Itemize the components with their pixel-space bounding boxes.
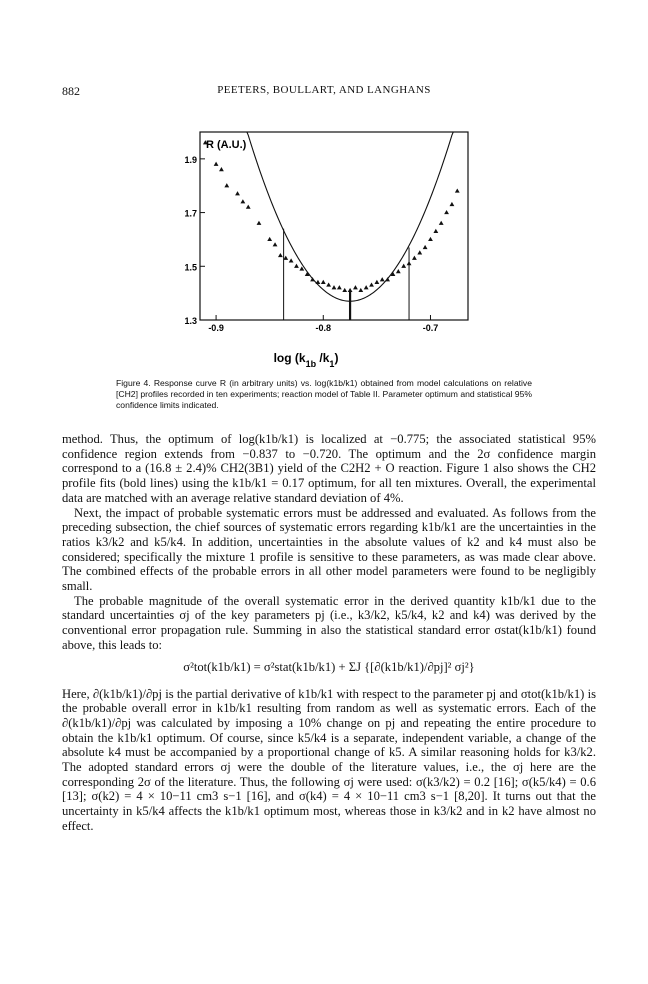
paragraph-3: The probable magnitude of the overall systematic error in the derived quantity k1b/k1 due to the standard uncertainties σj of the key parameters pj (i.e., k3/k2, k5/k4, k2 and k4) was derived by the conventional error propagation rule. Summing in also the statistical standard error σstat(k1b/k1) found above, this leads to: <box>62 593 596 652</box>
data-point <box>439 221 444 225</box>
page-header <box>0 84 648 100</box>
body-text <box>62 432 596 834</box>
data-point <box>433 229 438 233</box>
plot-frame <box>200 132 468 320</box>
y-tick-label: 1.9 <box>184 154 197 165</box>
x-axis-label-main: log (k <box>273 351 306 365</box>
y-tick-label: 1.7 <box>184 208 197 219</box>
data-point <box>267 237 272 241</box>
data-point <box>364 285 369 289</box>
data-point <box>214 162 219 166</box>
data-point <box>332 285 337 289</box>
data-point <box>407 261 412 265</box>
paragraph-4: Here, ∂(k1b/k1)/∂pj is the partial derivative of k1b/k1 with respect to the parameter pj and σtot(k1b/k1) is the probable overall error in k1b/k1 resulting from random as well as systematic errors. Each of the ∂(k1b/k1)/∂pj was calculated by imposing a 10% change on pj and repeating the entire procedure to obtain the k1b/k1 optimum. Of course, since k5/k4 is a separate, independent variable, a change of the absolute k4 must be accompanied by a proportional change of k5. A similar reasoning holds for k3/k2. The adopted standard errors σj were the double of the literature values, i.e., the σj here are the corresponding 2σ of the literature. Thus, the following σj were used: σ(k3/k2) = 0.2 [16]; σ(k5/k4) = 0.6 [13]; σ(k2) = 4 × 10−11 cm3 s−1 [16], and σ(k4) = 4 × 10−11 cm3 s−1 [8,20]. It turns out that the uncertainty in k5/k4 affects the k1b/k1 optimum most, whereas those in k3/k2 and in k2 have almost no effect. <box>62 686 596 833</box>
data-point <box>423 245 428 249</box>
data-point <box>273 242 278 246</box>
data-point <box>428 237 433 241</box>
confidence-lines <box>284 229 409 320</box>
y-axis-label: R (A.U.) <box>206 139 247 151</box>
data-point <box>450 202 455 206</box>
data-point <box>385 277 390 281</box>
running-title: PEETERS, BOULLART, AND LANGHANS <box>217 84 431 96</box>
page-number: 882 <box>62 84 80 98</box>
figure-caption: Figure 4. Response curve R (in arbitrary units) vs. log(k1b/k1) obtained from model calculations on relative [CH2] profiles recorded in ten experiments; reaction model of Table II. Parameter optimum and statistical 95% confidence limits indicated. <box>116 378 532 411</box>
data-point <box>246 205 251 209</box>
data-point <box>369 282 374 286</box>
data-point <box>337 285 342 289</box>
data-point <box>417 250 422 254</box>
fit-curve <box>200 132 468 301</box>
data-point <box>444 210 449 214</box>
data-point <box>358 288 363 292</box>
data-point <box>412 256 417 260</box>
x-axis-label-sub2: 1 <box>329 359 335 369</box>
data-point <box>321 280 326 284</box>
data-point <box>278 253 283 257</box>
x-tick-label: -0.9 <box>208 323 224 333</box>
data-point <box>401 264 406 268</box>
chart-ticks <box>184 155 438 333</box>
data-point <box>455 188 460 192</box>
data-point <box>342 288 347 292</box>
data-points <box>203 140 460 292</box>
data-point <box>348 288 353 292</box>
paragraph-1: method. Thus, the optimum of log(k1b/k1) is localized at −0.775; the associated statistical 95% confidence region extends from −0.837 to −0.720. The optimum and the 2σ confidence margin correspond to a (16.8 ± 2.4)% CH2(3B1) yield of the C2H2 + O reaction. Figure 1 also shows the CH2 profile fits (bold lines) using the k1b/k1 = 0.17 optimum, for all ten mixtures. Overall, the experimental data are matched with an average relative standard deviation of 4%. <box>62 432 596 505</box>
data-point <box>326 282 331 286</box>
x-axis-label-mid: /k <box>316 351 330 365</box>
data-point <box>235 191 240 195</box>
data-point <box>353 285 358 289</box>
data-point <box>316 280 321 284</box>
data-point <box>240 199 245 203</box>
data-point <box>257 221 262 225</box>
response-curve-chart <box>150 120 480 370</box>
data-point <box>219 167 224 171</box>
data-point <box>380 277 385 281</box>
equation: σ²tot(k1b/k1) = σ²stat(k1b/k1) + ΣJ {[∂(k1b/k1)/∂pj]² σj²} <box>183 659 475 674</box>
x-tick-label: -0.8 <box>315 323 332 333</box>
data-point <box>289 258 294 262</box>
data-point <box>374 280 379 284</box>
data-point <box>294 264 299 268</box>
x-axis-label-end: ) <box>334 351 339 365</box>
x-axis-label-sub1: 1b <box>305 359 317 369</box>
data-point <box>310 277 315 281</box>
data-point <box>396 269 401 273</box>
paragraph-2: Next, the impact of probable systematic errors must be addressed and evaluated. As follows from the preceding subsection, the chief sources of systematic errors regarding k1b/k1 are the uncertainties in the ratios k3/k2 and k5/k4. In addition, uncertainties in the absolute values of k2 and k4 must also be considered; specifically the mixture 1 profile is sensitive to these parameters, as was made clear above. The combined effects of the probable errors in all other model parameters were found to be negligibly small. <box>62 505 596 594</box>
data-point <box>224 183 229 187</box>
x-tick-label: -0.7 <box>422 323 439 333</box>
x-axis-label <box>274 351 339 369</box>
y-tick-label: 1.5 <box>184 262 197 273</box>
y-tick-label: 1.3 <box>184 316 197 326</box>
